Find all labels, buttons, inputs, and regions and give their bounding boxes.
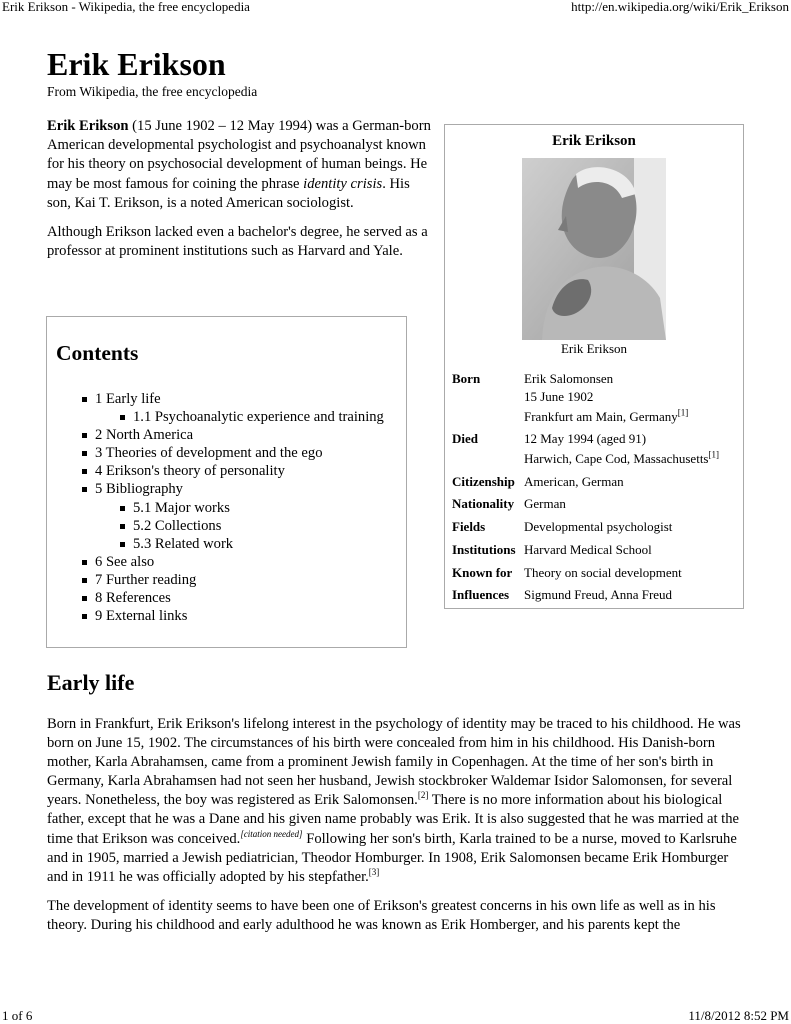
body-text: There is no more information about his biological father, except that he was a Dane and his given name probably was Erik. It is also suggested that he was married at the time that Erikson was conceived. — [47, 792, 739, 847]
toc-link[interactable]: 9 External links — [95, 608, 188, 625]
intro-text: (15 June 1902 – 12 May 1994) was a German-born American developmental psychologist and psychoanalyst known for his theory on psychosocial development of human beings. He may be most famous for coining the phrase — [47, 118, 431, 192]
toc-item-bibliography[interactable] — [80, 480, 384, 552]
infobox-label: Nationality — [452, 496, 515, 511]
intro-paragraph-2: Although Erikson lacked even a bachelor's degree, he served as a professor at prominent institutions such as Harvard and Yale. — [47, 224, 428, 260]
infobox-value: German — [524, 496, 566, 511]
toc-link[interactable]: 7 Further reading — [95, 571, 197, 588]
reference-link[interactable]: [1] — [708, 449, 719, 460]
intro-paragraph-1 — [47, 117, 435, 213]
toc-item-further-reading[interactable] — [80, 571, 384, 589]
toc-item-see-also[interactable] — [80, 553, 384, 571]
subject-name: Erik Erikson — [47, 118, 129, 134]
infobox-label: Known for — [452, 565, 513, 580]
body-text: Following her son's birth, Karla trained to be a nurse, moved to Karlsruhe and in 1905, married a Jewish pediatrician, Theodor Homburger. In 1908, Erik Salomonsen became Erik Homburger and in 1911 he was officially adopted by his stepfather. — [47, 830, 737, 885]
toc-link[interactable]: 1.1 Psychoanalytic experience and training — [133, 409, 384, 426]
infobox-value: American, German — [524, 474, 624, 489]
infobox-label: Died — [452, 431, 478, 446]
infobox-label: Influences — [452, 587, 510, 602]
infobox-value — [524, 430, 744, 468]
death-place[interactable]: Harwich, Cape Cod, Massachusetts — [524, 451, 709, 466]
print-header-url: http://en.wikipedia.org/wiki/Erik_Erikson — [571, 0, 789, 14]
toc-item-early-life[interactable] — [80, 390, 384, 426]
toc-item-references[interactable] — [80, 589, 384, 607]
toc-item-personality[interactable] — [80, 462, 384, 480]
infobox-value[interactable]: Developmental psychologist — [524, 519, 673, 534]
toc-item-north-america[interactable] — [80, 426, 384, 444]
early-life-paragraph-1 — [47, 715, 747, 887]
reference-link[interactable]: [2] — [417, 790, 429, 801]
toc-link[interactable]: 6 See also — [95, 553, 155, 570]
portrait-photo-graphic — [522, 158, 666, 340]
intro-section — [47, 117, 435, 271]
toc-link[interactable]: 1 Early life — [95, 391, 161, 407]
toc-item-psychoanalytic-training[interactable] — [118, 408, 384, 426]
early-life-paragraph-2: The development of identity seems to have been one of Erikson's greatest concerns in his own life as well as in his theory. During his childhood and early adulthood he was known as Erik Homberger, and his parents kept the — [47, 897, 716, 933]
infobox-label: Institutions — [452, 542, 516, 557]
birth-date: 15 June 1902 — [524, 389, 594, 404]
reference-link[interactable]: [3] — [368, 866, 380, 877]
toc-item-theories[interactable] — [80, 444, 384, 462]
infobox-label: Born — [452, 371, 481, 386]
print-footer-date: 11/8/2012 8:52 PM — [688, 1008, 789, 1023]
toc-title: Contents — [56, 341, 139, 365]
infobox-label: Citizenship — [452, 474, 515, 489]
toc-link[interactable]: 5.2 Collections — [133, 517, 222, 534]
infobox-value — [524, 370, 744, 426]
infobox-value[interactable]: Theory on social development — [524, 565, 682, 580]
identity-crisis-link[interactable]: identity crisis — [303, 175, 383, 192]
birth-name: Erik Salomonsen — [524, 371, 614, 386]
toc-item-external-links[interactable] — [80, 607, 384, 625]
toc-link[interactable]: 5 Bibliography — [95, 481, 183, 498]
infobox-value[interactable]: Harvard Medical School — [524, 542, 652, 557]
page-title: Erik Erikson — [47, 46, 226, 82]
body-text: Born in Frankfurt, Erik Erikson's lifelong interest in the psychology of identity may be traced to his childhood. He was born on June 15, 1902. The circumstances of his birth were concealed from him in his childhood. His Danish-born mother, Karla Abrahamsen, came from a prominent Jewish family in Copenhagen. At the time of her son's birth in Germany, Karla Abrahamsen had not seen her husband, Jewish stockbroker Waldemar Isidor Salomonsen, for several years. Nonetheless, the boy was registered as Erik Salomonsen. — [47, 716, 741, 809]
toc-link[interactable]: 5.3 Related work — [133, 535, 234, 552]
toc-item-collections[interactable] — [118, 517, 384, 535]
toc-link[interactable]: 8 References — [95, 590, 171, 607]
death-date: 12 May 1994 (aged 91) — [524, 431, 647, 446]
table-of-contents — [46, 316, 407, 648]
citation-needed-link[interactable]: [citation needed] — [240, 828, 303, 839]
infobox-label: Fields — [452, 519, 486, 534]
print-header-title: Erik Erikson - Wikipedia, the free encyclopedia — [2, 0, 250, 14]
toc-link[interactable]: 2 North America — [95, 427, 194, 444]
toc-list — [80, 390, 384, 625]
infobox — [444, 124, 744, 609]
toc-item-major-works[interactable] — [118, 499, 384, 517]
birth-place[interactable]: Frankfurt am Main, Germany — [524, 409, 678, 424]
photo-caption: Erik Erikson — [560, 341, 628, 356]
print-footer-page-count: 1 of 6 — [2, 1008, 33, 1023]
toc-link[interactable]: 5.1 Major works — [133, 499, 230, 516]
page-tagline: From Wikipedia, the free encyclopedia — [47, 84, 258, 99]
portrait-photo[interactable] — [522, 158, 666, 340]
toc-sublist — [118, 499, 384, 553]
early-life-section — [47, 715, 747, 945]
toc-link[interactable]: 4 Erikson's theory of personality — [95, 463, 285, 480]
intro-text: . His son, Kai T. Erikson, is a noted American sociologist. — [47, 175, 410, 211]
infobox-title: Erik Erikson — [552, 133, 636, 149]
infobox-value[interactable]: Sigmund Freud, Anna Freud — [524, 587, 673, 602]
toc-link[interactable]: 3 Theories of development and the ego — [95, 445, 323, 462]
reference-link[interactable]: [1] — [677, 407, 689, 418]
section-heading-early-life: Early life — [47, 670, 135, 695]
toc-sublist — [118, 408, 384, 426]
toc-item-related-work[interactable] — [118, 535, 384, 553]
